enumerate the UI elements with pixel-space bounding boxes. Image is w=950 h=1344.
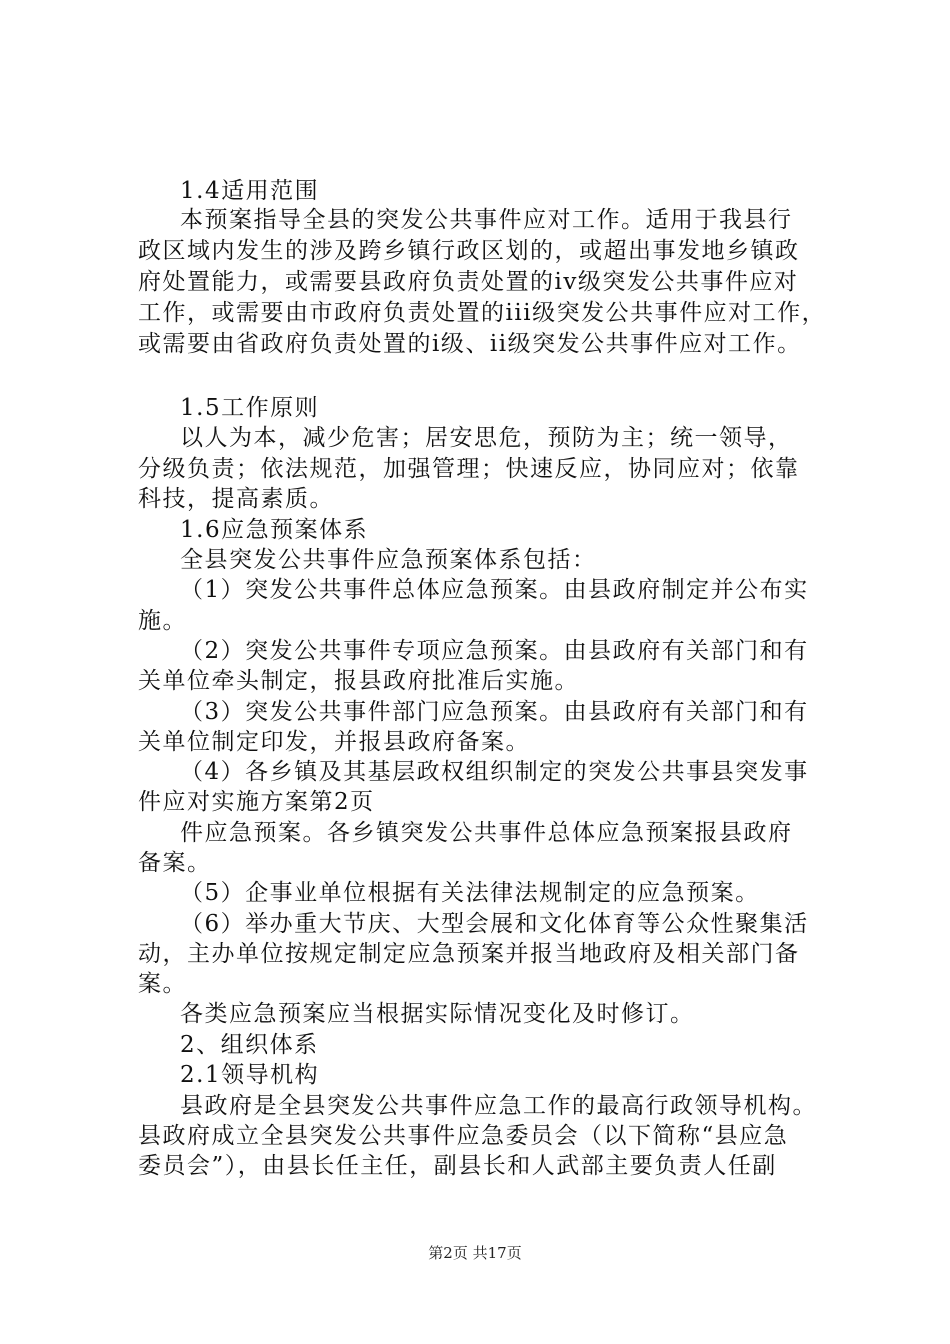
paragraph-line: 以人为本，减少危害；居安思危，预防为主；统一领导，	[180, 425, 793, 451]
paragraph-line: 动，主办单位按规定制定应急预案并报当地政府及相关部门备	[138, 941, 800, 967]
section-heading-1-5: 1.5工作原则	[180, 395, 320, 421]
list-item-2: （2）突发公共事件专项应急预案。由县政府有关部门和有	[180, 638, 809, 664]
paragraph-line: 案。	[138, 971, 187, 997]
paragraph-line: 县政府是全县突发公共事件应急工作的最高行政领导机构。	[180, 1093, 817, 1119]
paragraph-line: 县政府成立全县突发公共事件应急委员会（以下简称“县应急	[138, 1123, 789, 1149]
list-item-1: （1）突发公共事件总体应急预案。由县政府制定并公布实	[180, 577, 809, 603]
paragraph-line: 本预案指导全县的突发公共事件应对工作。适用于我县行	[180, 207, 793, 233]
paragraph-line: 件应对实施方案第2页	[138, 789, 375, 815]
paragraph-line: 或需要由省政府负责处置的i级、ii级突发公共事件应对工作。	[138, 331, 802, 357]
page-number-footer: 第2页 共17页	[428, 1244, 522, 1262]
paragraph-line: 关单位牵头制定，报县政府批准后实施。	[138, 668, 579, 694]
paragraph-line: 备案。	[138, 850, 212, 876]
list-item-3: （3）突发公共事件部门应急预案。由县政府有关部门和有	[180, 699, 809, 725]
paragraph-line: 工作，或需要由市政府负责处置的iii级突发公共事件应对工作，	[138, 300, 827, 326]
section-heading-2: 2、组织体系	[180, 1032, 319, 1058]
list-item-4: （4）各乡镇及其基层政权组织制定的突发公共事县突发事	[180, 759, 809, 785]
paragraph-line: 各类应急预案应当根据实际情况变化及时修订。	[180, 1001, 695, 1027]
section-heading-1-4: 1.4适用范围	[180, 178, 320, 204]
paragraph-line: 施。	[138, 608, 187, 634]
paragraph-line: 科技，提高素质。	[138, 486, 334, 512]
list-item-5: （5）企事业单位根据有关法律法规制定的应急预案。	[180, 880, 760, 906]
paragraph-line: 委员会”），由县长任主任，副县长和人武部主要负责人任副	[138, 1153, 777, 1179]
section-heading-2-1: 2.1领导机构	[180, 1062, 320, 1088]
section-heading-1-6: 1.6应急预案体系	[180, 517, 369, 543]
paragraph-line: 全县突发公共事件应急预案体系包括：	[180, 547, 597, 573]
paragraph-line: 分级负责；依法规范，加强管理；快速反应，协同应对；依靠	[138, 456, 800, 482]
list-item-6: （6）举办重大节庆、大型会展和文化体育等公众性聚集活	[180, 911, 809, 937]
paragraph-line: 政区域内发生的涉及跨乡镇行政区划的，或超出事发地乡镇政	[138, 238, 800, 264]
paragraph-line: 件应急预案。各乡镇突发公共事件总体应急预案报县政府	[180, 820, 793, 846]
paragraph-line: 关单位制定印发，并报县政府备案。	[138, 729, 530, 755]
paragraph-line: 府处置能力，或需要县政府负责处置的iv级突发公共事件应对	[138, 269, 799, 295]
